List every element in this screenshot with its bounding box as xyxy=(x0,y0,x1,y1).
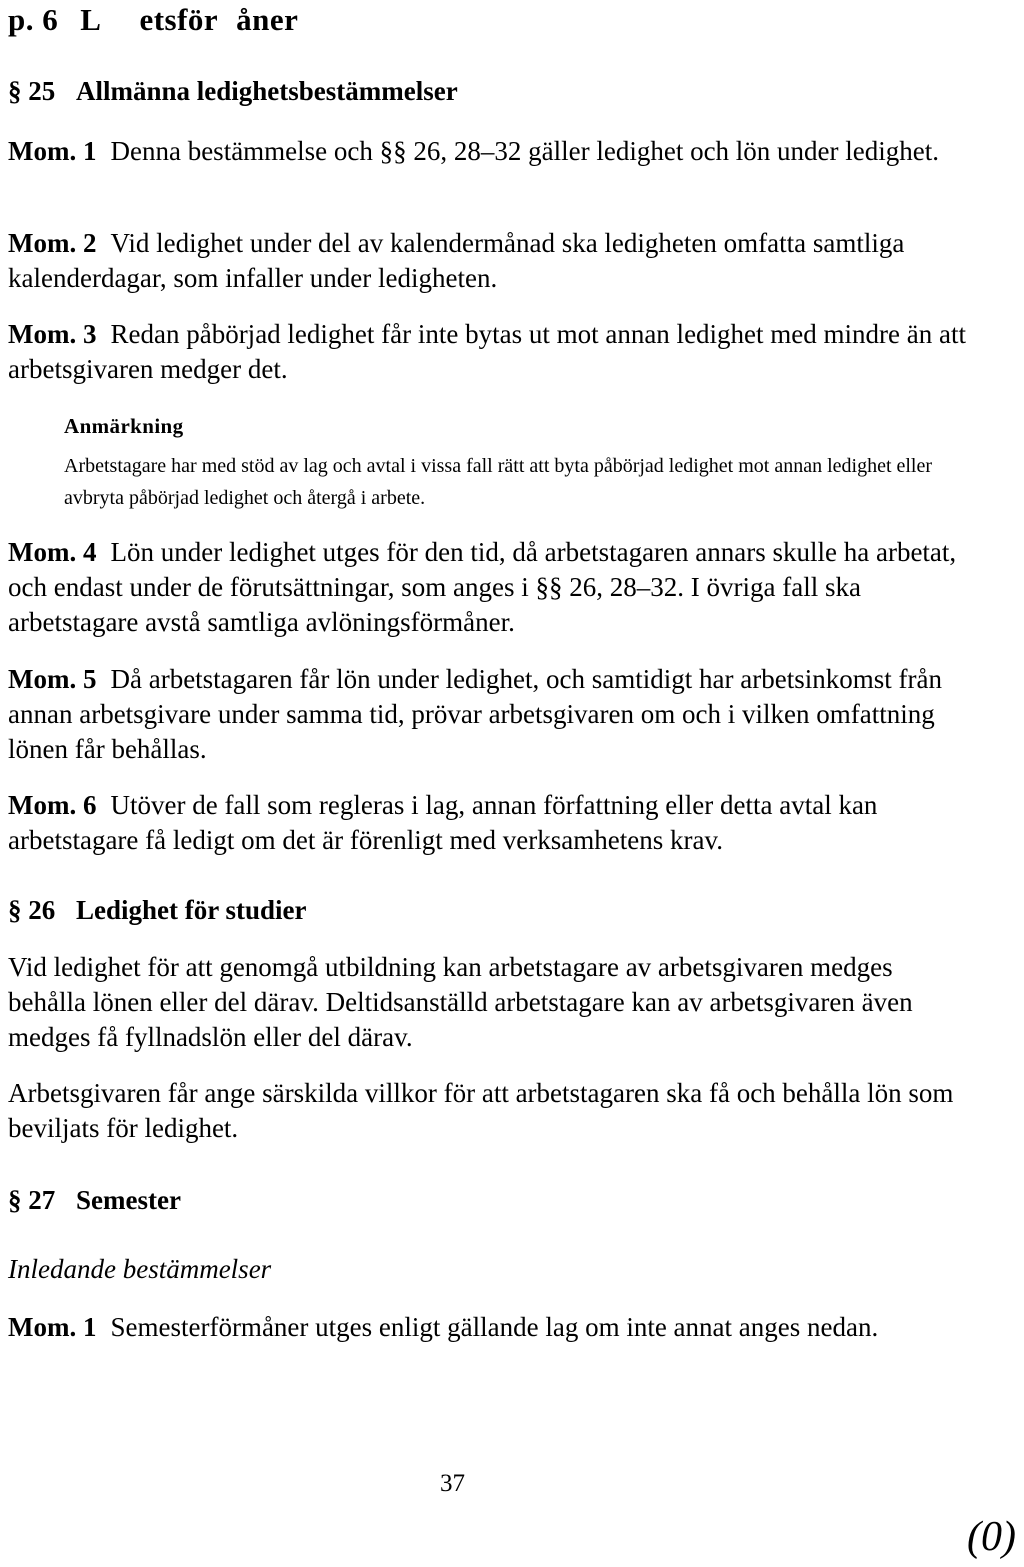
s26-paragraph-1: Vid ledighet för att genomgå utbildning kan arbetstagare av arbetsgivaren medges behålla lönen eller del därav. Deltidsanställd arbetstagare kan av arbetsgivaren även medges få fyllnadslön eller del därav. xyxy=(8,952,913,1052)
section-title: Allmänna ledighetsbestämmelser xyxy=(76,76,458,106)
mom-text: Lön under ledighet utges för den tid, då arbetstagaren annars skulle ha arbetat, och endast under de förutsättningar, som anges i §§ 26, 28–32. I övriga fall ska arbetstagare avstå samtliga avlöningsförmåner. xyxy=(8,537,957,637)
mom-label: Mom. 2 xyxy=(8,228,97,258)
chapter-heading xyxy=(8,0,968,40)
s25-mom-5 xyxy=(8,662,968,767)
chapter-title-fragment-3: åner xyxy=(236,2,299,37)
section-26-heading xyxy=(8,893,968,927)
mom-label: Mom. 4 xyxy=(8,537,97,567)
section-number: § 25 xyxy=(8,76,56,106)
section-number: § 26 xyxy=(8,895,56,925)
mom-text: Semesterförmåner utges enligt gällande lag om inte annat anges nedan. xyxy=(110,1312,879,1342)
note-body: Arbetstagare har med stöd av lag och avtal i vissa fall rätt att byta påbörjad ledighet mot annan ledighet eller avbryta påbörjad ledighet och återgå i arbete. xyxy=(64,455,933,509)
section-25-heading xyxy=(8,74,968,108)
mom-text: Denna bestämmelse och §§ 26, 28–32 gäller ledighet och lön under ledighet. xyxy=(110,136,940,166)
mom-label: Mom. 1 xyxy=(8,136,97,166)
mom-text: Då arbetstagaren får lön under ledighet, och samtidigt har arbetsinkomst från annan arbetsgivare under samma tid, prövar arbetsgivaren om och i vilken omfattning lönen får behållas. xyxy=(8,664,942,764)
s25-mom-2 xyxy=(8,226,968,296)
mom-text: Utöver de fall som regleras i lag, annan författning eller detta avtal kan arbetstagare få ledigt om det är förenligt med verksamhetens krav. xyxy=(8,790,878,855)
chapter-title-fragment-1: L xyxy=(80,2,102,37)
s25-mom-3 xyxy=(8,317,968,387)
s25-mom-1 xyxy=(8,134,968,169)
section-number: § 27 xyxy=(8,1185,56,1215)
mom-text: Redan påbörjad ledighet får inte bytas ut mot annan ledighet med mindre än att arbetsgivaren medger det. xyxy=(8,319,966,384)
mom-label: Mom. 6 xyxy=(8,790,97,820)
s27-subheading: Inledande bestämmelser xyxy=(8,1254,272,1284)
section-title: Semester xyxy=(76,1185,181,1215)
mom-label: Mom. 1 xyxy=(8,1312,97,1342)
section-27-heading xyxy=(8,1183,968,1217)
note-title: Anmärkning xyxy=(64,414,184,438)
corner-handwritten-mark: (0) xyxy=(967,1514,1016,1560)
mom-text: Vid ledighet under del av kalendermånad ska ledigheten omfatta samtliga kalenderdagar, som infaller under ledigheten. xyxy=(8,228,905,293)
s25-mom-6 xyxy=(8,788,968,858)
mom-label: Mom. 5 xyxy=(8,664,97,694)
s26-paragraph-2: Arbetsgivaren får ange särskilda villkor för att arbetstagaren ska få och behålla lön som beviljats för ledighet. xyxy=(8,1078,954,1143)
chapter-title-fragment-2: etsför xyxy=(139,2,219,37)
page-number: 37 xyxy=(440,1470,465,1497)
mom-label: Mom. 3 xyxy=(8,319,97,349)
s27-mom-1 xyxy=(8,1310,968,1345)
s25-mom-4 xyxy=(8,535,968,640)
chapter-number: p. 6 xyxy=(8,2,59,37)
section-title: Ledighet för studier xyxy=(76,895,307,925)
